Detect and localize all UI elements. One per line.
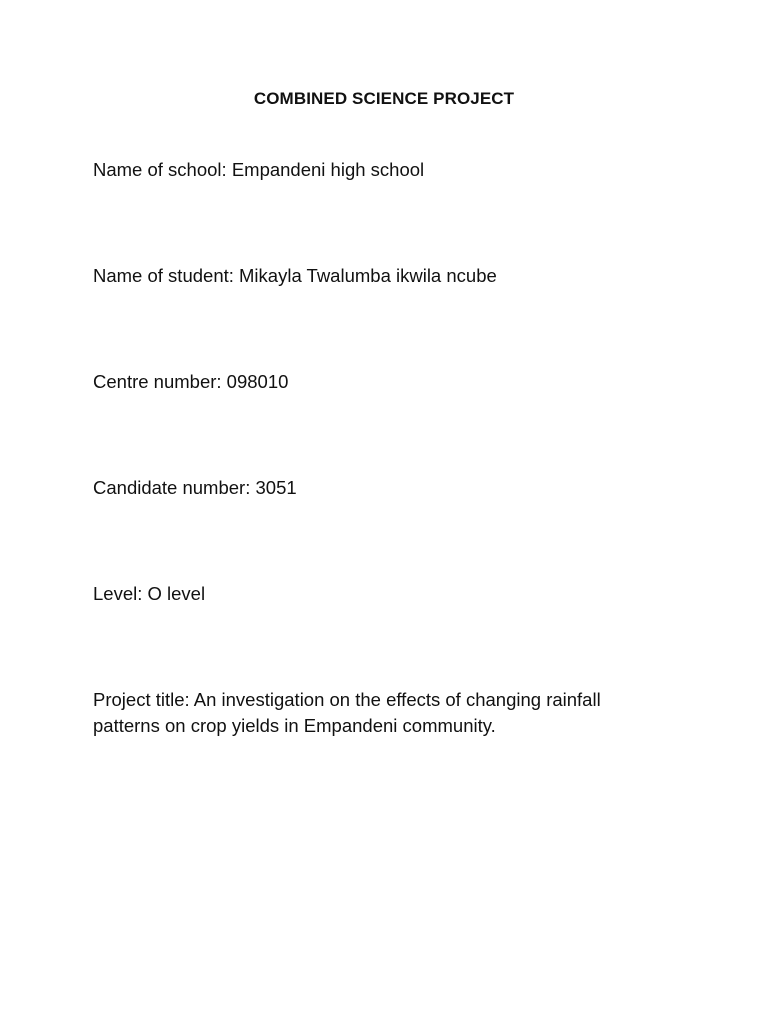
candidate-number-line: Candidate number: 3051 [93, 477, 297, 498]
school-name-line: Name of school: Empandeni high school [93, 159, 425, 180]
centre-number-line: Centre number: 098010 [93, 371, 289, 392]
document-title: COMBINED SCIENCE PROJECT [253, 89, 515, 108]
project-title-paragraph: Project title: An investigation on the effects of changing rainfall patterns on crop yields in Empandeni community. [93, 689, 601, 736]
student-name-line: Name of student: Mikayla Twalumba ikwila ncube [93, 265, 497, 286]
level-line: Level: O level [93, 583, 206, 604]
